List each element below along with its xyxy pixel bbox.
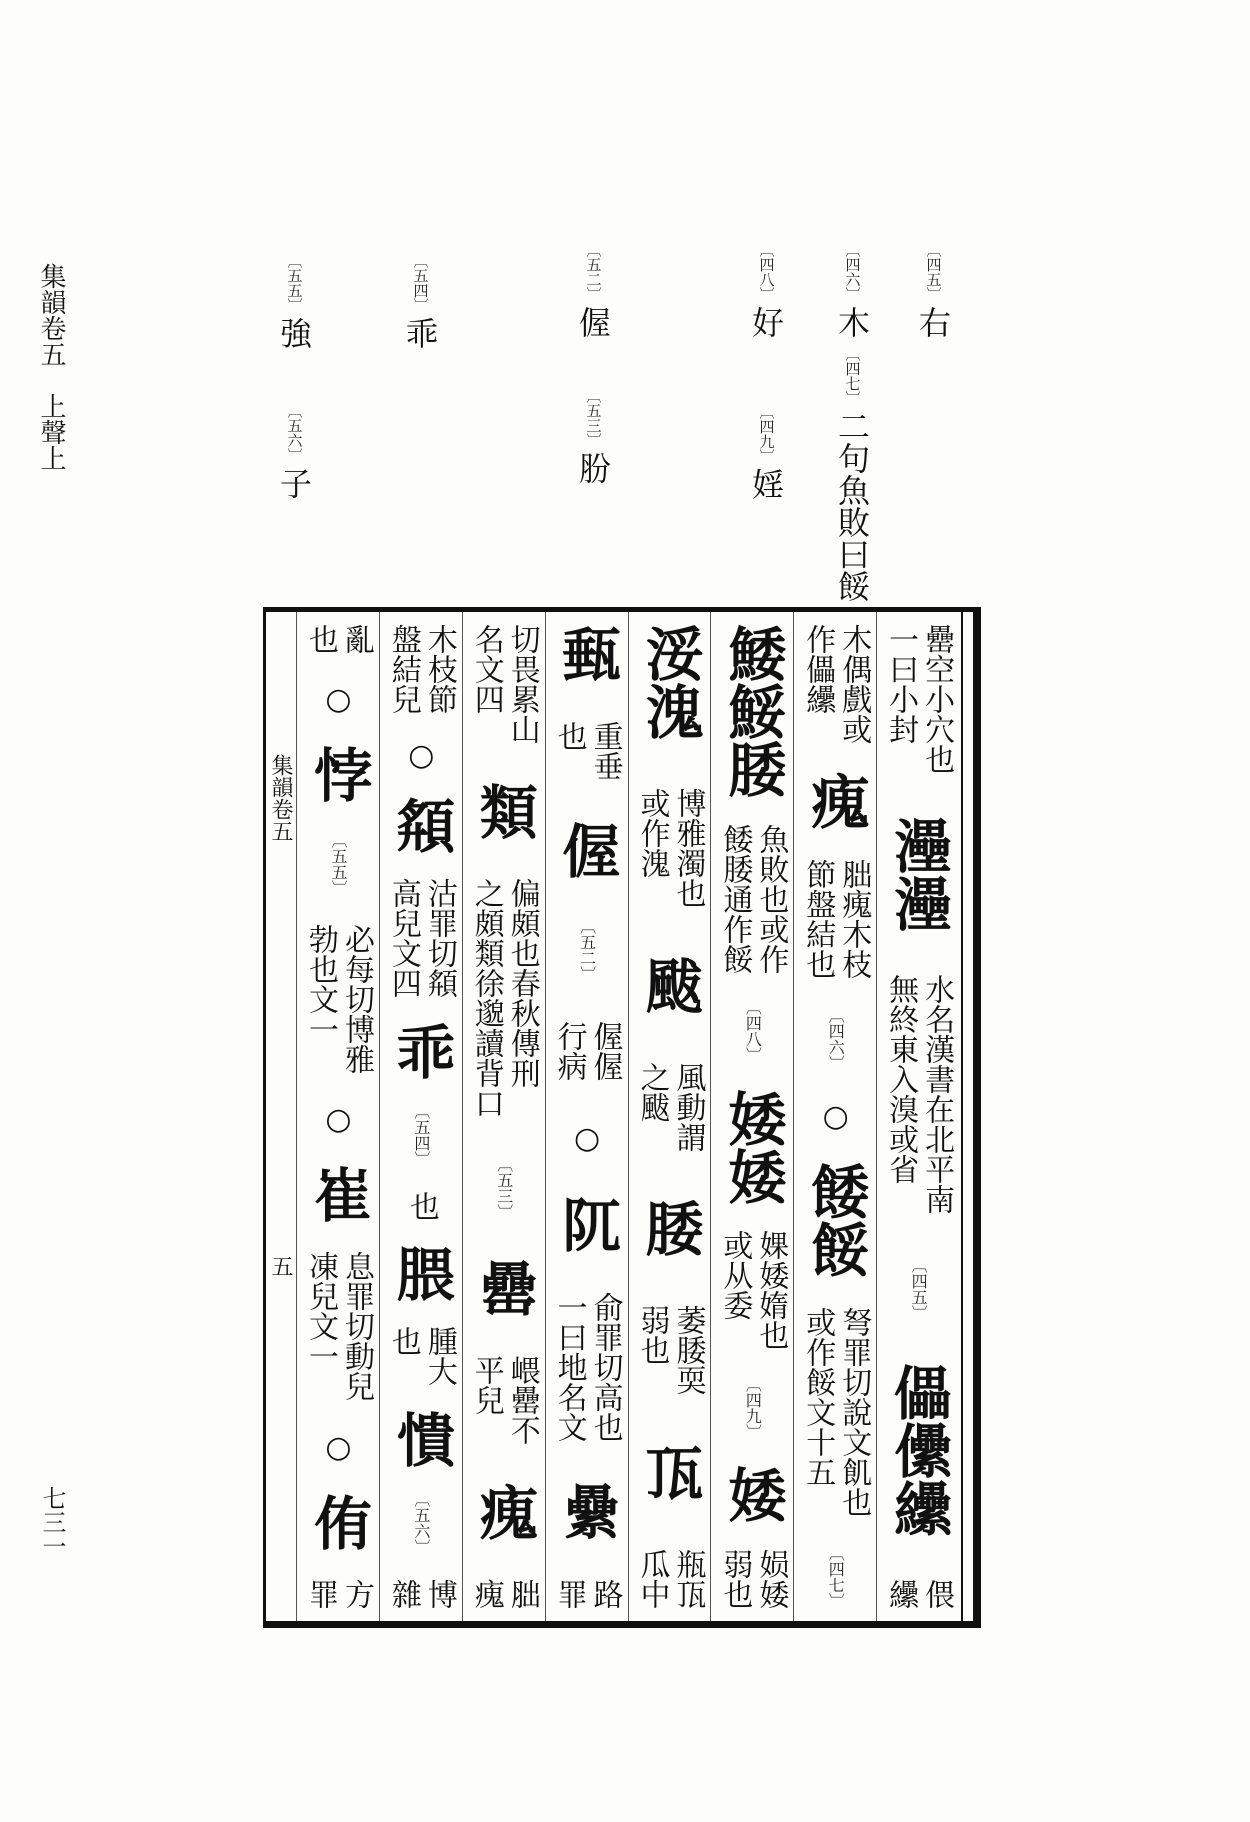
text-column	[628, 612, 711, 1621]
gloss-line: 必每切博雅	[338, 923, 374, 1074]
gloss-line: 胐	[504, 1578, 540, 1609]
annotation-number: 〔四九〕	[757, 404, 776, 464]
annotation-number: 〔五四〕	[411, 253, 430, 313]
gloss-line: 弱也	[717, 1548, 753, 1609]
book-title: 集韻卷五	[36, 263, 66, 367]
gloss-line: 博雅濁也	[670, 787, 706, 908]
gloss-line: 也	[403, 1190, 439, 1221]
entry-circle-marker: ○	[818, 1099, 854, 1135]
gloss-note	[634, 787, 706, 908]
gloss-note	[883, 624, 955, 774]
gloss-note	[302, 1578, 374, 1609]
gloss-line: 胐瘣木枝	[836, 858, 872, 979]
gloss-line: 魚敗也或作	[753, 823, 789, 974]
collation-mark: 〔四五〕	[909, 1256, 929, 1321]
gloss-line: 木枝節	[421, 624, 457, 714]
annotation-item	[833, 242, 871, 338]
gloss-line: 弩罪切說文飢也	[836, 1306, 872, 1517]
gloss-note	[385, 1326, 457, 1386]
gloss-line: 木偶戲或	[836, 624, 872, 744]
headword: 㼗	[635, 1443, 704, 1502]
gloss-line: 或作餒文十五	[800, 1306, 836, 1487]
entry-circle-marker: ○	[403, 737, 439, 773]
annotation-item	[574, 388, 612, 484]
gloss-note	[302, 923, 374, 1074]
headword: 鯘鮾腇	[718, 624, 787, 798]
collation-mark: 〔四七〕	[826, 1544, 846, 1609]
gloss-line: 㛣婑	[753, 1548, 789, 1609]
gloss-line: 偏頗也春秋傳刑	[504, 878, 540, 1089]
gloss-note	[468, 1578, 540, 1609]
gloss-line: 沽罪切頯	[421, 877, 457, 998]
collation-mark: 〔五五〕	[328, 831, 348, 896]
gloss-line: 萎腇耎	[670, 1305, 706, 1396]
headword: 腇	[635, 1199, 704, 1258]
text-column	[793, 612, 876, 1621]
headword: 瘣	[469, 1482, 538, 1541]
headword: 浽溾	[635, 624, 704, 740]
gloss-note	[551, 1578, 623, 1609]
text-column	[710, 612, 793, 1621]
annotation-item	[914, 242, 952, 338]
annotation-correction: 肦	[574, 452, 612, 484]
annotation-item	[747, 242, 785, 338]
entry-circle-marker: ○	[320, 1101, 356, 1137]
gloss-line: 無終東入溴或省	[883, 974, 919, 1185]
fold-strip	[266, 612, 296, 1621]
headword: 阢	[552, 1194, 621, 1253]
headword: 灅灅	[884, 816, 953, 933]
headword: 甀	[552, 624, 621, 682]
headword: 類	[469, 782, 538, 841]
gloss-note	[634, 1548, 706, 1609]
gloss-note	[468, 878, 540, 1119]
fold-title: 集韻卷五	[268, 754, 293, 842]
gloss-line: 罪	[551, 1578, 587, 1609]
text-column	[876, 612, 959, 1621]
gloss-line: 平兒	[468, 1354, 504, 1415]
gloss-note	[717, 1548, 789, 1609]
gloss-line: 一曰小封	[883, 624, 919, 744]
gloss-line: 偎	[919, 1578, 955, 1609]
annotation-number: 〔五二〕	[584, 242, 603, 302]
gloss-note	[800, 624, 872, 744]
headword: 腲	[386, 1244, 455, 1303]
gloss-line: 之颰	[634, 1061, 670, 1122]
gloss-note	[468, 624, 540, 744]
text-column	[379, 612, 462, 1621]
gloss-note	[634, 1061, 706, 1152]
annotation-number: 〔五五〕	[285, 253, 304, 313]
gloss-line: 風動謂	[670, 1061, 706, 1152]
annotation-item	[747, 404, 785, 500]
annotation-correction: 木	[833, 306, 871, 338]
collation-mark: 〔五四〕	[411, 1103, 431, 1168]
gloss-line: 重垂	[587, 721, 623, 782]
headword: 悖	[303, 745, 372, 804]
gloss-note	[883, 974, 955, 1215]
gloss-line: 罍空小穴也	[919, 624, 955, 774]
gloss-line: 也	[551, 721, 587, 752]
gloss-line: 行病	[551, 1021, 587, 1082]
annotation-column	[909, 242, 957, 338]
text-columns	[296, 612, 959, 1621]
annotation-number: 〔四六〕	[843, 242, 862, 302]
collation-mark: 〔四八〕	[743, 999, 763, 1064]
annotation-number: 〔四五〕	[924, 242, 943, 302]
gloss-line: 方	[338, 1578, 374, 1609]
annotation-correction: 偓	[574, 306, 612, 338]
gloss-line: 瘣	[468, 1578, 504, 1609]
collation-mark: 〔五六〕	[411, 1491, 431, 1556]
annotation-column	[742, 242, 790, 500]
gloss-line: 作儡纝	[800, 624, 836, 714]
annotation-number: 〔五三〕	[584, 388, 603, 448]
gloss-line: 一曰地名文	[551, 1292, 587, 1443]
gloss-line: 瓜中	[634, 1548, 670, 1609]
gloss-note	[551, 1292, 623, 1443]
entry-circle-marker: ○	[320, 682, 356, 718]
headword: 婑	[718, 1465, 787, 1524]
gloss-line: 凍兒文一	[302, 1251, 338, 1372]
annotation-column	[396, 253, 444, 349]
gloss-line: 偓偓	[587, 1021, 623, 1082]
headword: 偓	[552, 820, 621, 879]
gloss-line: 節盤結也	[800, 858, 836, 979]
annotation-correction: 婬	[747, 468, 785, 500]
annotation-item	[275, 403, 313, 499]
annotation-correction: 乖	[401, 317, 439, 349]
annotation-number: 〔四七〕	[843, 346, 862, 406]
annotation-item	[574, 242, 612, 338]
annotation-correction: 二句魚敗曰餒	[833, 410, 871, 602]
collation-mark: 〔五二〕	[577, 917, 597, 982]
annotation-correction: 好	[747, 306, 785, 338]
headword: 頯	[386, 796, 455, 855]
gloss-line: 名文四	[468, 624, 504, 714]
annotation-column	[828, 242, 876, 602]
entry-circle-marker: ○	[320, 1429, 356, 1465]
headword: 乖	[386, 1021, 455, 1080]
text-column	[296, 612, 379, 1621]
fold-leaf-number: 五	[268, 1255, 293, 1277]
gloss-note	[302, 1251, 374, 1402]
page-number: 七三一	[38, 1486, 66, 1558]
headword: 憒	[386, 1409, 455, 1468]
gloss-note	[800, 858, 872, 979]
annotation-column	[270, 253, 318, 499]
gloss-line: 路	[587, 1578, 623, 1609]
gloss-line: 博	[421, 1578, 457, 1609]
collation-mark: 〔四九〕	[743, 1375, 763, 1440]
gloss-line: 高兒文四	[385, 877, 421, 998]
annotation-number: 〔五六〕	[285, 403, 304, 463]
text-column	[545, 612, 628, 1621]
gloss-note	[302, 624, 374, 654]
annotation-correction: 強	[275, 317, 313, 349]
gloss-line: 盤結兒	[385, 624, 421, 714]
entry-circle-marker: ○	[569, 1120, 605, 1156]
collation-mark: 〔五三〕	[494, 1156, 514, 1221]
annotation-column	[569, 242, 617, 484]
gloss-line: 餧腇通作餒	[717, 823, 753, 974]
headword: 罍	[469, 1258, 538, 1317]
annotation-correction: 子	[275, 467, 313, 499]
headword: 纍	[552, 1481, 621, 1540]
running-head	[38, 263, 64, 471]
gloss-line: 婐婑媠也	[753, 1230, 789, 1351]
annotation-item	[401, 253, 439, 349]
headword: 颰	[635, 955, 704, 1014]
text-column	[462, 612, 545, 1621]
annotation-item	[275, 253, 313, 349]
gloss-note	[717, 823, 789, 974]
gloss-line: 也	[385, 1326, 421, 1356]
gloss-line: 俞罪切高也	[587, 1292, 623, 1443]
gloss-line: 之頗類徐邈讀背口	[468, 878, 504, 1119]
gloss-line: 水名漢書在北平南	[919, 974, 955, 1215]
gloss-note	[468, 1354, 540, 1445]
headword: 侑	[303, 1492, 372, 1551]
annotation-correction: 右	[914, 306, 952, 338]
gloss-line: 罪	[302, 1578, 338, 1609]
collation-mark: 〔四六〕	[826, 1006, 846, 1071]
gloss-line: 雜	[385, 1578, 421, 1609]
gloss-note	[717, 1230, 789, 1351]
gloss-line: 纝	[883, 1578, 919, 1609]
gloss-line: 瓶㼗	[670, 1548, 706, 1609]
gloss-note	[385, 1578, 457, 1609]
gloss-line: 勃也文一	[302, 923, 338, 1044]
gloss-note	[551, 1021, 623, 1082]
gloss-line: 也	[302, 624, 338, 654]
gloss-note	[800, 1306, 872, 1517]
annotation-item	[833, 346, 871, 602]
gloss-line: 㟪罍不	[504, 1354, 540, 1445]
gloss-line: 息罪切動兒	[338, 1251, 374, 1402]
gloss-note	[385, 624, 457, 714]
annotation-number: 〔四八〕	[757, 242, 776, 302]
headword: 儡儽纝	[884, 1362, 953, 1537]
printed-text-frame	[263, 607, 981, 1628]
headword: 崔	[303, 1165, 372, 1224]
gloss-line: 或从委	[717, 1230, 753, 1321]
headword: 婑婑	[718, 1088, 787, 1205]
gloss-note	[385, 877, 457, 998]
headword: 餧餒	[801, 1162, 870, 1279]
gloss-note	[634, 1305, 706, 1396]
section-title: 上聲上	[36, 393, 66, 471]
gloss-line: 或作溾	[634, 787, 670, 878]
gloss-line: 腫大	[421, 1326, 457, 1386]
gloss-line: 弱也	[634, 1305, 670, 1366]
headword: 瘣	[801, 772, 870, 831]
gloss-note	[403, 1190, 439, 1221]
gloss-line: 切畏累山	[504, 624, 540, 744]
gloss-note	[883, 1578, 955, 1609]
gloss-line: 亂	[338, 624, 374, 654]
gloss-note	[551, 721, 623, 782]
